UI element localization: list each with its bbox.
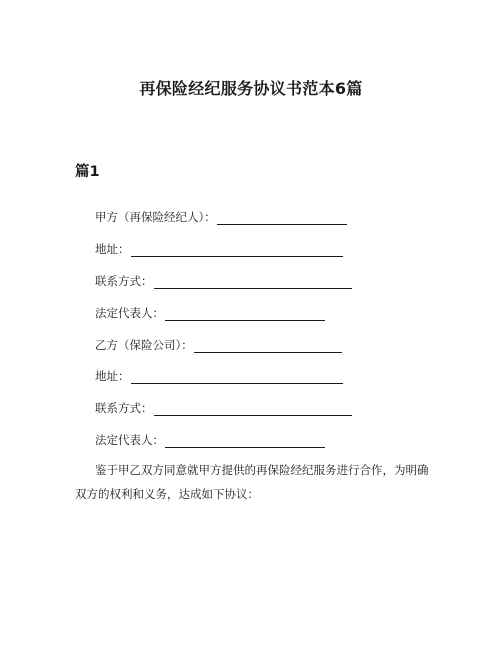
field-label: 联系方式： xyxy=(95,401,153,415)
field-label: 法定代表人： xyxy=(95,306,164,320)
party-b-contact-field xyxy=(95,400,352,416)
party-a-legal-rep-field xyxy=(95,305,325,321)
field-label: 甲方（再保险经纪人）： xyxy=(95,210,216,224)
blank-line xyxy=(154,403,352,416)
field-label: 地址： xyxy=(95,369,130,383)
blank-line xyxy=(165,308,325,321)
section-heading: 篇1 xyxy=(75,164,100,180)
field-label: 联系方式： xyxy=(95,274,153,288)
field-label: 地址： xyxy=(95,242,130,256)
blank-line xyxy=(131,371,343,384)
blank-line xyxy=(217,212,347,225)
document-title: 再保险经纪服务协议书范本6篇 xyxy=(139,79,363,98)
blank-line xyxy=(194,340,342,353)
blank-line xyxy=(154,276,352,289)
party-a-name-field xyxy=(95,209,347,225)
blank-line xyxy=(131,244,343,257)
party-a-address-field xyxy=(95,241,343,257)
party-b-address-field xyxy=(95,368,343,384)
intro-paragraph: 鉴于甲乙双方同意就甲方提供的再保险经纪服务进行合作，为明确双方的权利和义务，达成如下协议： xyxy=(75,463,429,501)
blank-line xyxy=(165,435,325,448)
field-label: 乙方（保险公司）： xyxy=(95,338,193,352)
party-b-legal-rep-field xyxy=(95,432,325,448)
party-b-name-field xyxy=(95,337,342,353)
field-label: 法定代表人： xyxy=(95,433,164,447)
party-a-contact-field xyxy=(95,273,352,289)
